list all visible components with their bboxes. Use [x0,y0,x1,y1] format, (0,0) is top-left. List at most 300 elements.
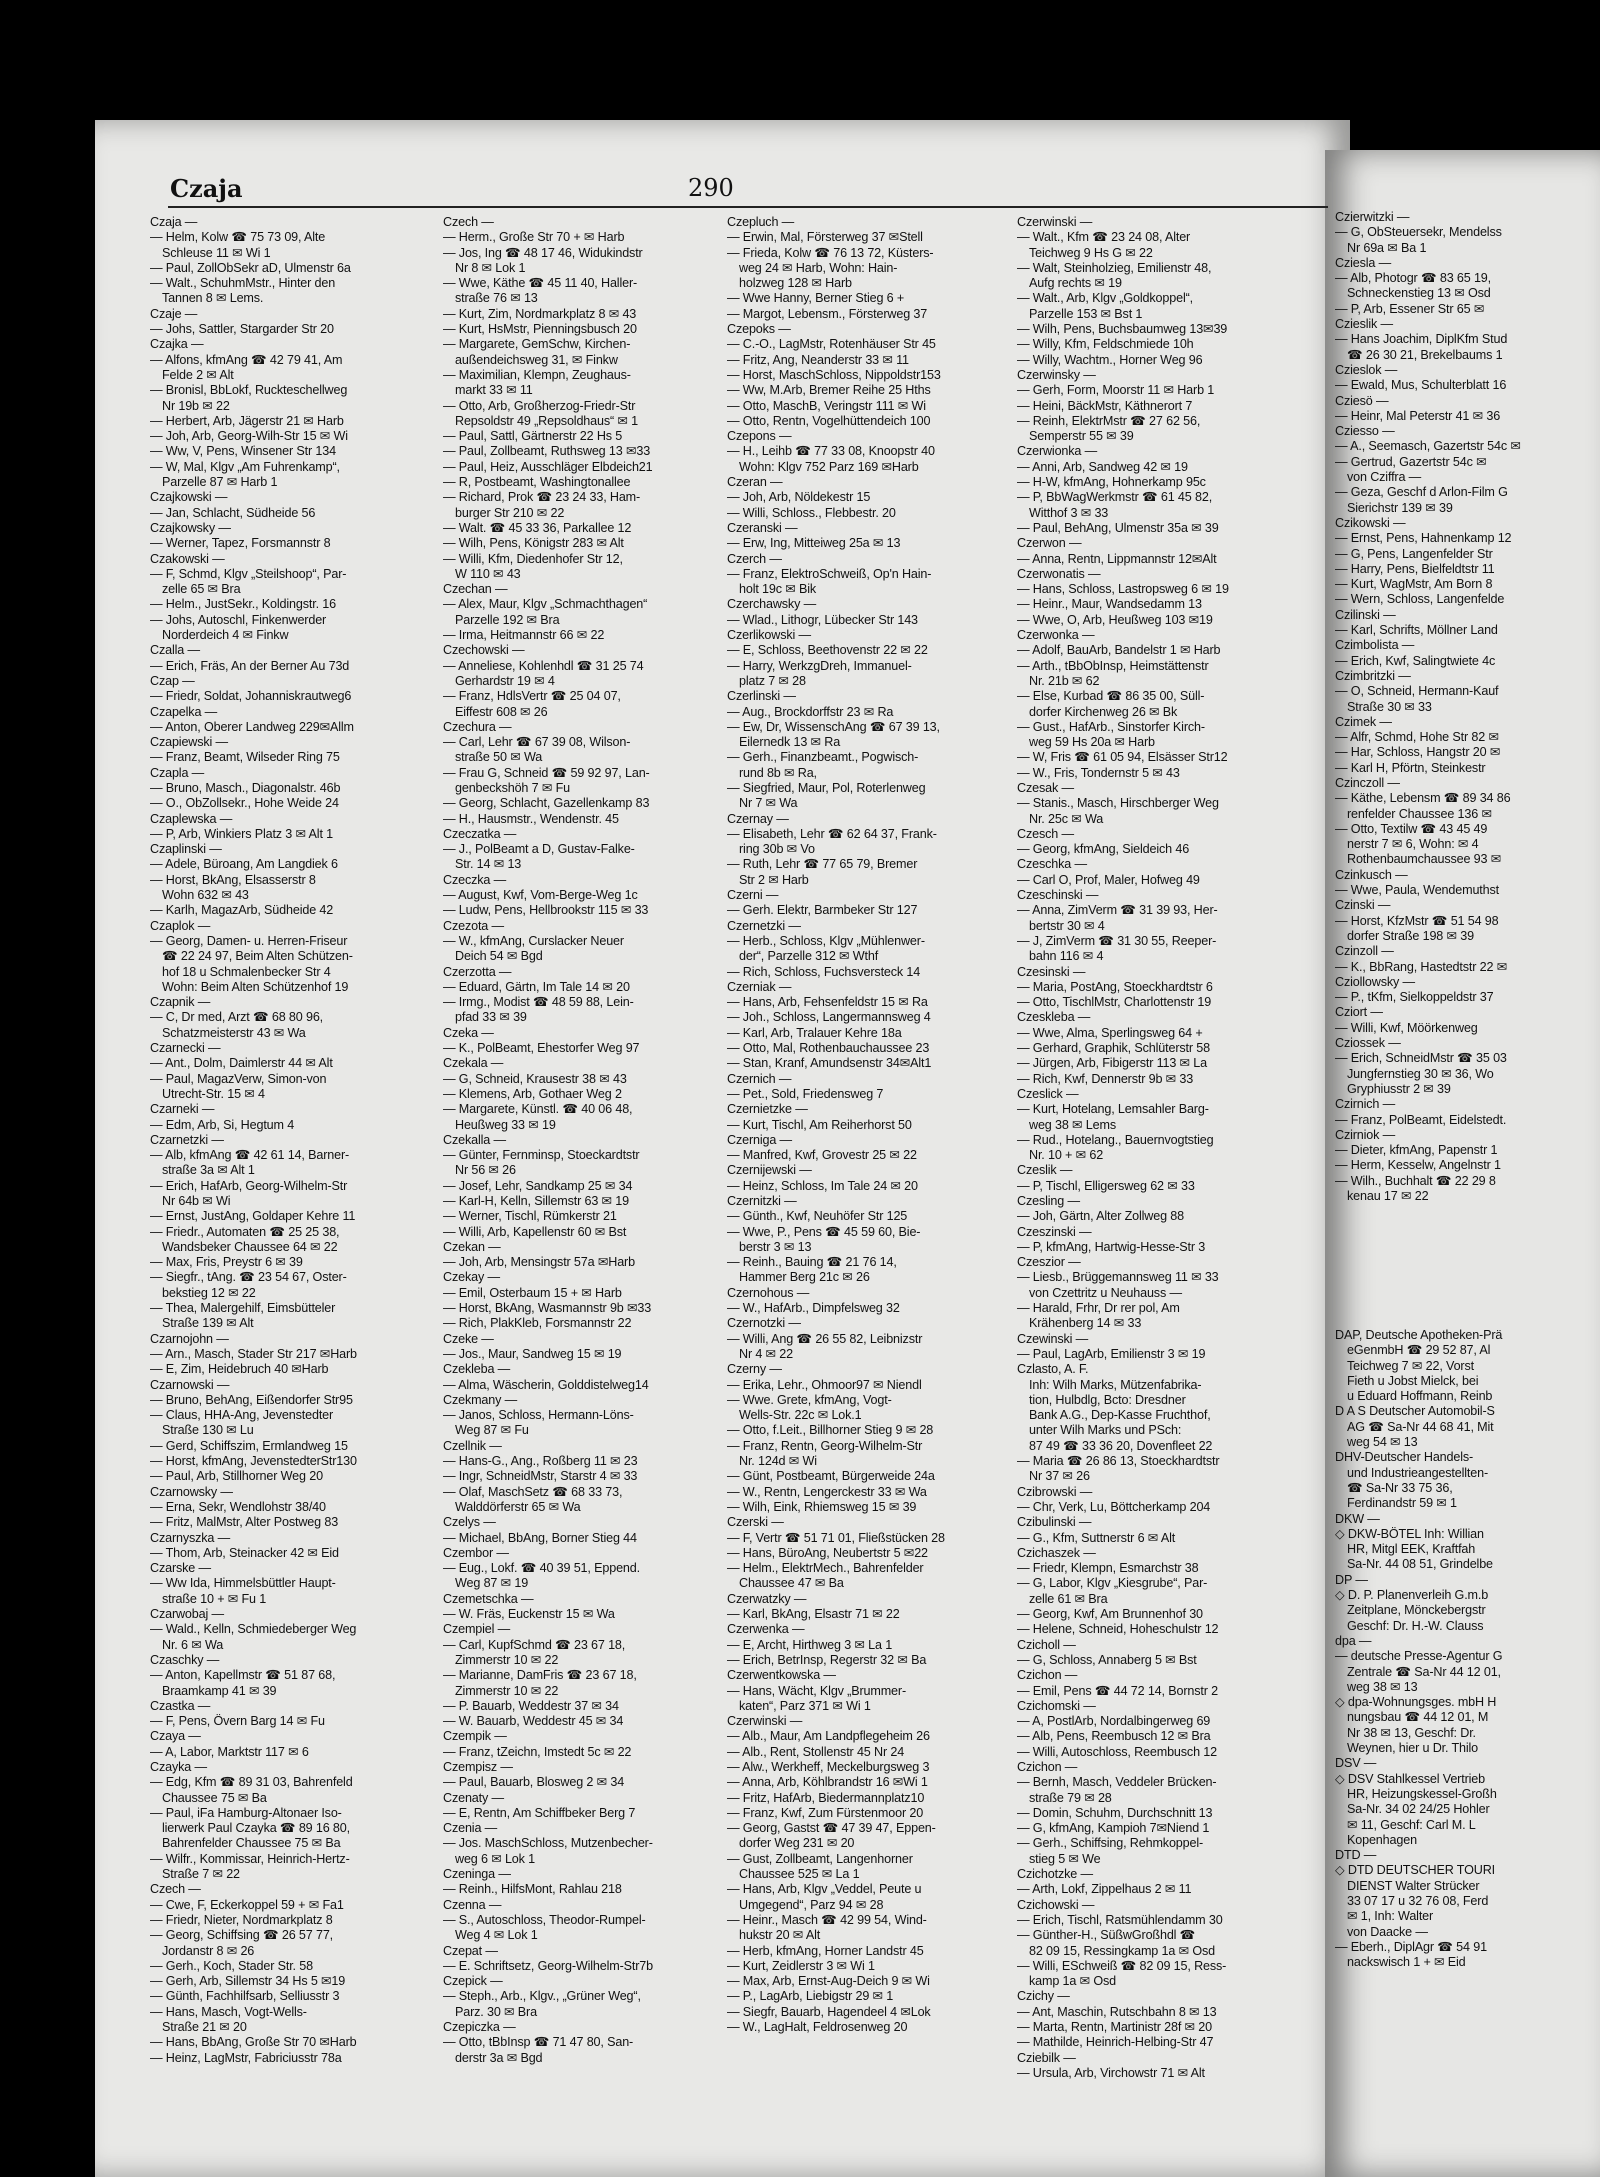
directory-entry: — Willi, Arb, Kapellenstr 60 ✉ Bst [443,1224,627,1239]
directory-entry: Czeczka — [443,872,507,887]
directory-entry: Czeschka — [1017,857,1087,872]
directory-entry: — Willi, Kfm, Diedenhofer Str 12, [443,551,623,566]
directory-entry: Czeran — [727,475,783,490]
directory-entry: Czepiczka — [443,2020,516,2035]
directory-entry: — Herm, Kesselw, Angelnstr 1 [1335,1158,1501,1173]
directory-entry: Parz. 30 ✉ Bra [455,2004,537,2019]
directory-entry: Czarneki — [150,1102,215,1117]
directory-entry: Inh: Wilh Marks, Mützenfabrika- [1029,1377,1202,1392]
directory-entry: Repsoldstr 49 „Repsoldhaus“ ✉ 1 [455,413,639,428]
directory-entry: — Claus, HHA-Ang, Jevenstedter [150,1408,334,1423]
directory-entry: — Thea, Malergehilf, Eimsbütteler [150,1301,336,1316]
directory-entry: — Alb, Pens, Reembusch 12 ✉ Bra [1017,1729,1211,1744]
directory-entry: — Erika, Lehr., Ohmoor97 ✉ Niendl [727,1377,922,1392]
directory-entry: — Friedr, Nieter, Nordmarkplatz 8 [150,1912,333,1927]
directory-entry: — Chr, Verk, Lu, Böttcherkamp 204 [1017,1499,1211,1514]
directory-entry: — Max, Arb, Ernst-Aug-Deich 9 ✉ Wi [727,1974,930,1989]
directory-entry: — Helene, Schneid, Hoheschulstr 12 [1017,1622,1219,1637]
directory-entry: — Herbert, Arb, Jägerstr 21 ✉ Harb [150,413,344,428]
directory-entry: Tannen 8 ✉ Lems. [162,291,264,306]
directory-entry: Nr 56 ✉ 26 [455,1163,516,1178]
directory-entry: — Max, Fris, Preystr 6 ✉ 39 [150,1255,303,1270]
directory-entry: Czech — [443,215,494,229]
directory-entry: — Otto, Rentn, Vogelhüttendeich 100 [727,413,931,428]
directory-entry: Zimmerstr 10 ✉ 22 [455,1683,559,1698]
directory-entry: Geschf: Dr. H.-W. Clauss [1347,1618,1484,1633]
directory-entry: — Willi, Kwf, Möörkenweg [1335,1020,1478,1035]
directory-entry: Czichon — [1017,1668,1078,1683]
directory-entry: — Horst, kfmAng, JevenstedterStr130 [150,1454,357,1469]
directory-entry: Czeszinski — [1017,1224,1092,1239]
directory-entry: — Wwe, Paula, Wendemuthst [1335,883,1500,898]
directory-entry: — Kurt, HsMstr, Pienningsbusch 20 [443,322,637,337]
directory-entry: — Kurt, WagMstr, Am Born 8 [1335,577,1493,592]
directory-entry: Czeszior — [1017,1255,1081,1270]
directory-entry: — Mathilde, Heinrich-Helbing-Str 47 [1017,2035,1214,2050]
directory-entry: — Franz, Beamt, Wilseder Ring 75 [150,750,340,765]
directory-entry: Czembor — [443,1545,509,1560]
directory-entry: ✉ 11, Geschf: Carl M. L [1347,1817,1476,1832]
directory-entry: Sa-Nr. 44 08 51, Grindelbe [1347,1557,1493,1572]
directory-entry: Czirnich — [1335,1097,1396,1112]
directory-entry: stieg 5 ✉ We [1029,1851,1101,1866]
directory-entry: weg 54 ✉ 13 [1347,1435,1418,1450]
right-page-column-top [1335,210,1597,1204]
directory-entry: — Stan, Kranf, Amundsenstr 34✉Alt1 [727,1056,932,1071]
directory-entry: — Franz, HdlsVertr ☎ 25 04 07, [443,689,621,704]
directory-entry: — Willi, Schloss., Flebbestr. 20 [727,505,896,520]
directory-entry: — Friedr, Klempn, Esmarchstr 38 [1017,1561,1199,1576]
directory-entry: — Friedr., Automaten ☎ 25 25 38, [150,1224,340,1239]
directory-entry: Czerwonka — [1017,628,1095,643]
directory-entry: Czibulinski — [1017,1515,1092,1530]
directory-entry: — P., LagArb, Liebigstr 29 ✉ 1 [727,1989,894,2004]
directory-entry: Czerny — [727,1362,782,1377]
right-page-column-bottom [1335,1328,1597,1970]
directory-entry: — Georg, Damen- u. Herren-Friseur [150,933,348,948]
directory-entry: — Hans-G., Ang., Roßberg 11 ✉ 23 [443,1454,638,1469]
directory-entry: Czepoks — [727,322,791,337]
directory-entry: Wandsbeker Chaussee 64 ✉ 22 [162,1239,338,1254]
directory-entry: Czerwinski — [1017,215,1093,229]
directory-entry: Czepick — [443,1974,503,1989]
directory-entry: — Wilh, Pens, Königstr 283 ✉ Alt [443,536,624,551]
directory-entry: — C.-O., LagMstr, Rotenhäuser Str 45 [727,337,936,352]
directory-entry: D A S Deutscher Automobil-S [1335,1404,1495,1419]
directory-entry: Straße 139 ✉ Alt [162,1316,254,1331]
directory-entry: Wells-Str. 22c ✉ Lok.1 [739,1408,862,1423]
directory-entry: — Helm., JustSekr., Koldingstr. 16 [150,597,336,612]
directory-entry: DSV — [1335,1756,1377,1771]
directory-entry: Czapla — [150,765,205,780]
directory-entry: — G, Schneid, Krausestr 38 ✉ 43 [443,1071,627,1086]
directory-entry: — P, BbWagWerkmstr ☎ 61 45 82, [1017,490,1213,505]
directory-entry: — Otto, f.Leit., Billhorner Stieg 9 ✉ 28 [727,1423,934,1438]
directory-entry: Semperstr 55 ✉ 39 [1029,429,1134,444]
directory-entry: DP — [1335,1572,1368,1587]
directory-entry: — Wern, Schloss, Langenfelde [1335,592,1505,607]
directory-entry: Walddörferstr 65 ✉ Wa [455,1499,581,1514]
directory-entry: — Paul, Sattl, Gärtnerstr 22 Hs 5 [443,429,623,444]
directory-entry: — P, Arb, Winkiers Platz 3 ✉ Alt 1 [150,826,333,841]
directory-entry: — Klemens, Arb, Gothaer Weg 2 [443,1086,622,1101]
directory-column-1 [150,215,425,2066]
directory-entry: Fieth u Jobst Mielck, bei [1347,1373,1479,1388]
directory-entry: Weg 87 ✉ Fu [455,1423,529,1438]
directory-entry: Czerlikowski — [727,628,811,643]
page-number: 290 [688,174,734,202]
directory-entry: Czernich — [727,1071,792,1086]
directory-entry: pfad 33 ✉ 39 [455,1010,527,1025]
directory-entry: — deutsche Presse-Agentur G [1335,1649,1503,1664]
directory-entry: — Gerh., Finanzbeamt., Pogwisch- [727,750,919,765]
directory-entry: DTD — [1335,1848,1377,1863]
directory-entry: — Alb., Rent, Stollenstr 45 Nr 24 [727,1744,905,1759]
directory-entry: — P, Tischl, Elligersweg 62 ✉ 33 [1017,1178,1195,1193]
directory-entry: rund 8b ✉ Ra, [739,765,817,780]
directory-entry: — Marianne, DamFris ☎ 23 67 18, [443,1668,637,1683]
directory-entry: — Otto, Textilw ☎ 43 45 49 [1335,821,1488,836]
directory-entry: — Bernh, Masch, Veddeler Brücken- [1017,1775,1217,1790]
directory-entry: Sierichstr 139 ✉ 39 [1347,500,1453,515]
directory-entry: HR, Heizungskessel-Großh [1347,1786,1497,1801]
directory-entry: — Adolf, BauArb, Bandelstr 1 ✉ Harb [1017,643,1221,658]
directory-entry: Czellnik — [443,1438,502,1453]
directory-entry: Czarske — [150,1561,211,1576]
directory-entry: — Pet., Sold, Friedensweg 7 [727,1086,884,1101]
directory-entry: Czerchawsky — [727,597,817,612]
directory-entry: — Ant., Dolm, Daimlerstr 44 ✉ Alt [150,1056,333,1071]
directory-entry: Czekleba — [443,1362,511,1377]
directory-entry: Czerwinsky — [1017,367,1096,382]
directory-entry: — G, Labor, Klgv „Kiesgrube“, Par- [1017,1576,1208,1591]
directory-entry: DIENST Walter Strücker [1347,1878,1480,1893]
directory-entry: — W., Fris, Tondernstr 5 ✉ 43 [1017,765,1180,780]
directory-entry: — Paul, Heiz, Ausschläger Elbdeich21 [443,459,653,474]
directory-entry: — Eug., Lokf. ☎ 40 39 51, Eppend. [443,1561,640,1576]
directory-entry: — Michael, BbAng, Borner Stieg 44 [443,1530,637,1545]
directory-entry: — Hans, Arb, Klgv „Veddel, Peute u [727,1882,922,1897]
directory-entry: tion, Hulbdlg, Bcto: Dresdner [1029,1392,1186,1407]
directory-entry: — H., Hausmstr., Wendenstr. 45 [443,811,619,826]
directory-entry: — Margarete, GemSchw, Kirchen- [443,337,631,352]
directory-entry: — Paul, Bauarb, Blosweg 2 ✉ 34 [443,1775,625,1790]
directory-entry: — Emil, Osterbaum 15 + ✉ Harb [443,1285,622,1300]
directory-entry: — Wilh, Eink, Rhiemsweg 15 ✉ 39 [727,1499,917,1514]
directory-entry: — P., tKfm, Sielkoppeldstr 37 [1335,990,1494,1005]
directory-entry: — Ww Ida, Himmelsbüttler Haupt- [150,1576,336,1591]
directory-entry: u Eduard Hoffmann, Reinb [1347,1389,1493,1404]
directory-entry: Czakowski — [150,551,225,566]
directory-entry: Weg 87 ✉ 19 [455,1576,529,1591]
directory-entry: Teichweg 9 Hs G ✉ 22 [1029,245,1153,260]
directory-entry: — Bruno, BehAng, Eißendorfer Str95 [150,1392,353,1407]
directory-entry: Czekay — [443,1270,500,1285]
directory-entry: — W., HafArb., Dimpfelsweg 32 [727,1301,900,1316]
directory-entry: — Hans, Masch, Vogt-Wells- [150,2004,307,2019]
directory-entry: — Otto, TischlMstr, Charlottenstr 19 [1017,995,1212,1010]
directory-entry: — Horst, BkAng, Elsasserstr 8 [150,872,316,887]
directory-entry: — Dieter, kfmAng, Papenstr 1 [1335,1143,1498,1158]
directory-entry: — Heinr, Mal Peterstr 41 ✉ 36 [1335,408,1501,423]
directory-entry: Nr 64b ✉ Wi [162,1194,231,1208]
directory-entry: platz 7 ✉ 28 [739,673,806,688]
directory-entry: Czerski — [727,1515,784,1530]
directory-entry: — Ludw, Pens, Hellbrookstr 115 ✉ 33 [443,903,649,918]
directory-entry: und Industrieangestellten- [1347,1465,1489,1480]
directory-entry: — Alw., Werkheff, Meckelburgsweg 3 [727,1759,930,1774]
directory-entry: — Maximilian, Klempn, Zeughaus- [443,367,631,382]
directory-entry: — Wilh, Pens, Buchsbaumweg 13✉39 [1017,322,1228,337]
directory-entry: — Joh., Schloss, Langermannsweg 4 [727,1010,931,1025]
directory-entry: Czeczatka — [443,826,517,841]
directory-entry: — E, Archt, Hirthweg 3 ✉ La 1 [727,1637,893,1652]
directory-entry: — W, Mal, Klgv „Am Fuhrenkamp“, [150,459,340,474]
directory-entry: Czechowski — [443,643,525,658]
directory-entry: — Arth, Lokf, Zippelhaus 2 ✉ 11 [1017,1882,1192,1897]
directory-entry: — Siegfr, Bauarb, Hagendeel 4 ✉Lok [727,2004,931,2019]
directory-entry: — Erich, HafArb, Georg-Wilhelm-Str [150,1178,348,1193]
directory-entry: — E, Rentn, Am Schiffbeker Berg 7 [443,1805,636,1820]
directory-entry: — August, Kwf, Vom-Berge-Weg 1c [443,888,638,903]
directory-entry: — Gust., HafArb., Sinstorfer Kirch- [1017,719,1205,734]
directory-entry: zelle 61 ✉ Bra [1029,1591,1108,1606]
directory-entry: — Hans Joachim, DiplKfm Stud [1335,332,1508,347]
directory-entry: — Ruth, Lehr ☎ 77 65 79, Bremer [727,857,918,872]
directory-entry: — G., Kfm, Suttnerstr 6 ✉ Alt [1017,1530,1176,1545]
directory-entry: — O., ObZollsekr., Hohe Weide 24 [150,796,339,811]
directory-entry: — Willy, Kfm, Feldschmiede 10h [1017,337,1194,352]
directory-entry: Czechura — [443,719,512,734]
directory-entry: — Adele, Büroang, Am Langdiek 6 [150,857,338,872]
directory-entry: — Georg, Schiffsing ☎ 26 57 77, [150,1928,334,1943]
directory-entry: — G, ObSteuersekr, Mendelss [1335,225,1502,240]
directory-entry: Chaussee 525 ✉ La 1 [739,1867,860,1882]
directory-entry: Czempisz — [443,1759,513,1774]
directory-entry: Czaje — [150,306,198,321]
directory-entry: derstr 3a ✉ Bgd [455,2050,543,2065]
directory-entry: hukstr 20 ✉ Alt [739,1928,821,1943]
directory-entry: — Marta, Rentn, Martinistr 28f ✉ 20 [1017,2020,1212,2035]
directory-entry: Bahrenfelder Chaussee 75 ✉ Ba [162,1836,341,1851]
directory-entry: — Ernst, Pens, Hahnenkamp 12 [1335,531,1512,546]
directory-entry: — E, Schloss, Beethovenstr 22 ✉ 22 [727,643,928,658]
directory-entry: — Fritz, Ang, Neanderstr 33 ✉ 11 [727,352,909,367]
directory-entry: Czezota — [443,918,504,933]
directory-entry: — Alfr, Schmd, Hohe Str 82 ✉ [1335,730,1499,745]
directory-entry: der“, Parzelle 312 ✉ Wthf [739,949,879,964]
directory-entry: — Wilfr., Kommissar, Heinrich-Hertz- [150,1851,350,1866]
directory-entry: DAP, Deutsche Apotheken-Prä [1335,1328,1503,1342]
directory-entry: — Otto, Arb, Großherzog-Friedr-Str [443,398,636,413]
directory-entry: zelle 65 ✉ Bra [162,582,241,597]
directory-entry: Nr. 10 + ✉ 62 [1029,1148,1104,1163]
directory-entry: — Arth., tBbObInsp, Heimstättenstr [1017,658,1209,673]
directory-entry: — O, Schneid, Hermann-Kauf [1335,684,1499,699]
directory-entry: Hammer Berg 21c ✉ 26 [739,1270,870,1285]
directory-entry: Ferdinandstr 59 ✉ 1 [1347,1496,1457,1511]
directory-entry: — Gerh, Form, Moorstr 11 ✉ Harb 1 [1017,383,1215,398]
directory-entry: lierwerk Paul Czayka ☎ 89 16 80, [162,1821,350,1836]
directory-entry: — Franz, tZeichn, Imstedt 5c ✉ 22 [443,1744,632,1759]
directory-entry: — H., Leihb ☎ 77 33 08, Knoopstr 40 [727,444,935,459]
directory-entry: — Jan, Schlacht, Südheide 56 [150,505,316,520]
directory-entry: Czerniga — [727,1132,792,1147]
directory-entry: — Erw, Ing, Mitteiweg 25a ✉ 13 [727,536,901,551]
directory-entry: Jordanstr 8 ✉ 26 [162,1943,255,1958]
directory-entry: — Gerh., Koch, Stader Str. 58 [150,1958,313,1973]
directory-column-3 [727,215,1002,2035]
directory-entry: Czernotzki — [727,1316,801,1331]
directory-entry: von Daacke — [1347,1924,1428,1939]
directory-entry: — Cwe, F, Eckerkoppel 59 + ✉ Fa1 [150,1897,344,1912]
directory-entry: von Cziffra — [1347,470,1422,485]
directory-entry: — Siegfried, Maur, Pol, Roterlenweg [727,780,926,795]
directory-entry: Czepons — [727,429,792,444]
directory-entry: — Karlh, MagazArb, Südheide 42 [150,903,334,918]
directory-entry: ☎ 26 30 21, Brekelbaums 1 [1347,347,1503,362]
directory-entry: — Heinr., Maur, Wandsedamm 13 [1017,597,1202,612]
directory-entry: ◇ DKW-BÖTEL Inh: Willian [1335,1526,1484,1541]
directory-entry: — Herb., Schloss, Klgv „Mühlenwer- [727,933,925,948]
directory-entry: — Ursula, Arb, Virchowstr 71 ✉ Alt [1017,2065,1205,2080]
directory-entry: weg 6 ✉ Lok 1 [455,1851,536,1866]
directory-entry: — Eberh., DiplAgr ☎ 54 91 [1335,1939,1487,1954]
directory-entry: — Ant, Maschin, Rutschbahn 8 ✉ 13 [1017,2004,1217,2019]
directory-entry: Czarnojohn — [150,1331,229,1346]
directory-entry: Schatzmeisterstr 43 ✉ Wa [162,1025,306,1040]
directory-entry: Czekala — [443,1056,504,1071]
directory-entry: — Gerhard, Graphik, Schlüterstr 58 [1017,1041,1210,1056]
directory-entry: — Hans, Arb, Fehsenfeldstr 15 ✉ Ra [727,995,928,1010]
directory-entry: Gerhardstr 19 ✉ 4 [455,673,555,688]
directory-entry: berstr 3 ✉ 13 [739,1239,812,1254]
directory-entry: Czerwatzky — [727,1591,807,1606]
directory-entry: — P, kfmAng, Hartwig-Hesse-Str 3 [1017,1239,1206,1254]
directory-entry: DKW — [1335,1511,1380,1526]
directory-entry: — Gerd, Schiffszim, Ermlandweg 15 [150,1438,348,1453]
directory-entry: — Ewald, Mus, Schulterblatt 16 [1335,378,1507,393]
directory-entry: — Günt, Postbeamt, Bürgerweide 24a [727,1469,935,1484]
directory-entry: Str 2 ✉ Harb [739,872,809,887]
directory-entry: — Karl, Schrifts, Möllner Land [1335,623,1498,638]
directory-entry: — Friedr, Soldat, Johanniskrautweg6 [150,689,352,704]
directory-entry: Czernietzke — [727,1102,808,1117]
directory-entry: — Carl, Lehr ☎ 67 39 08, Wilson- [443,735,631,750]
directory-entry: bertstr 30 ✉ 4 [1029,918,1105,933]
directory-entry: — Elisabeth, Lehr ☎ 62 64 37, Frank- [727,826,937,841]
directory-entry: — Johs, Sattler, Stargarder Str 20 [150,322,334,337]
directory-entry: straße 50 ✉ Wa [455,750,543,765]
directory-entry: Czinzoll — [1335,944,1394,959]
directory-entry: Czaplinski — [150,842,222,857]
directory-entry: Cziebilk — [1017,2050,1076,2065]
directory-entry: — Thom, Arb, Steinacker 42 ✉ Eid [150,1545,339,1560]
directory-entry: — Janos, Schloss, Hermann-Löns- [443,1408,634,1423]
directory-entry: markt 33 ✉ 11 [455,383,533,398]
directory-entry: — G, kfmAng, Kampioh 7✉Niend 1 [1017,1821,1210,1836]
directory-entry: dpa — [1335,1633,1372,1648]
directory-entry: Czichaszek — [1017,1545,1096,1560]
directory-entry: weg 59 Hs 20a ✉ Harb [1029,735,1155,750]
directory-entry: — Paul, Arb, Stillhorner Weg 20 [150,1469,323,1484]
directory-entry: Straße 30 ✉ 33 [1347,699,1432,714]
directory-entry: Czichomski — [1017,1698,1096,1713]
directory-entry: — Käthe, Lebensm ☎ 89 34 86 [1335,791,1511,806]
directory-entry: — Maria, PostAng, Stoeckhardtstr 6 [1017,979,1213,994]
directory-entry: Bank A.G., Dep-Kasse Fruchthof, [1029,1408,1211,1423]
directory-entry: — Walt., Kfm ☎ 23 24 08, Alter [1017,230,1191,245]
header-keyword: Czaja [170,174,243,203]
directory-entry: Nr 8 ✉ Lok 1 [455,260,526,275]
directory-entry: — Walt. ☎ 45 33 36, Parkallee 12 [443,520,632,535]
directory-entry: — F, Vertr ☎ 51 71 01, Fließstücken 28 [727,1530,945,1545]
directory-entry: Nr. 25c ✉ Wa [1029,811,1104,826]
directory-entry: Aufg rechts ✉ 19 [1029,276,1122,291]
directory-entry: Zeitplane, Mönckebergstr [1347,1603,1486,1618]
directory-entry: — G, Schloss, Annaberg 5 ✉ Bst [1017,1652,1197,1667]
directory-entry: Heußweg 33 ✉ 19 [455,1117,556,1132]
directory-entry: — Maria ☎ 26 86 13, Stoeckhardtstr [1017,1454,1220,1469]
directory-entry: Czepluch — [727,215,795,229]
directory-entry: — Jos, Ing ☎ 48 17 46, Widukindstr [443,245,643,260]
directory-entry: katen“, Parz 371 ✉ Wi 1 [739,1698,871,1713]
directory-entry: HR, Mitgl EEK, Kraftfah [1347,1542,1476,1557]
directory-entry: — Willi, Ang ☎ 26 55 82, Leibnizstr [727,1331,923,1346]
directory-entry: — Fritz, HafArb, Biedermannplatz10 [727,1790,925,1805]
directory-entry: — Paul, ZollObSekr aD, Ulmenstr 6a [150,260,351,275]
directory-entry: — Kurt, Tischl, Am Reiherhorst 50 [727,1117,912,1132]
directory-entry: — W., LagHalt, Feldrosenweg 20 [727,2020,908,2035]
directory-entry: ◇ dpa-Wohnungsges. mbH H [1335,1695,1497,1710]
directory-entry: kenau 17 ✉ 22 [1347,1189,1429,1203]
directory-entry: — Karl, Arb, Tralauer Kehre 18a [727,1025,902,1040]
directory-entry: straße 79 ✉ 28 [1029,1790,1112,1805]
directory-entry: — Carl, KupfSchmd ☎ 23 67 18, [443,1637,626,1652]
directory-entry: Czesinski — [1017,964,1086,979]
directory-entry: Czarwobaj — [150,1607,224,1622]
directory-entry: — Rud., Hotelang., Bauernvogtstieg [1017,1132,1214,1147]
directory-entry: Nr 7 ✉ Wa [739,796,798,811]
directory-entry: — Anna, Arb, Köhlbrandstr 16 ✉Wi 1 [727,1775,928,1790]
directory-entry: Parzelle 87 ✉ Harb 1 [162,475,278,490]
directory-entry: Deich 54 ✉ Bgd [455,949,543,964]
directory-entry: — W, Fris ☎ 61 05 94, Elsässer Str12 [1017,750,1228,765]
directory-entry: Czerwionka — [1017,444,1098,459]
directory-entry: Chaussee 47 ✉ Ba [739,1576,844,1591]
directory-entry: — Joh, Arb, Mensingstr 57a ✉Harb [443,1255,635,1270]
directory-entry: Czerwinski — [727,1714,803,1729]
directory-entry: — Paul, BehAng, Ulmenstr 35a ✉ 39 [1017,520,1219,535]
directory-entry: Czerwonatis — [1017,566,1101,581]
directory-entry: — Heinz, LagMstr, Fabriciusstr 78a [150,2050,342,2065]
directory-entry: Czirniok — [1335,1127,1396,1142]
directory-entry: renfelder Chaussee 136 ✉ [1347,806,1492,821]
directory-entry: Czarnetzki — [150,1132,224,1147]
directory-entry: — Franz, Rentn, Georg-Wilhelm-Str [727,1438,923,1453]
directory-entry: — Otto, tBbInsp ☎ 71 47 80, San- [443,2035,634,2050]
directory-entry: — Heinz, Schloss, Im Tale 24 ✉ 20 [727,1178,918,1193]
directory-entry: außendeichsweg 31, ✉ Finkw [455,352,618,367]
directory-entry: Czernitzki — [727,1194,797,1208]
directory-entry: — Herm., Große Str 70 + ✉ Harb [443,230,625,245]
directory-entry: — Eduard, Gärtn, Im Tale 14 ✉ 20 [443,979,630,994]
directory-entry: — Wwe, P., Pens ☎ 45 59 60, Bie- [727,1224,921,1239]
directory-entry: ◇ DSV Stahlkessel Vertrieb [1335,1771,1485,1786]
directory-entry: Czeka — [443,1025,494,1040]
directory-entry: Zentrale ☎ Sa-Nr 44 12 01, [1347,1664,1501,1679]
directory-entry: — Karl-H, Kelln, Sillemstr 63 ✉ 19 [443,1194,630,1208]
